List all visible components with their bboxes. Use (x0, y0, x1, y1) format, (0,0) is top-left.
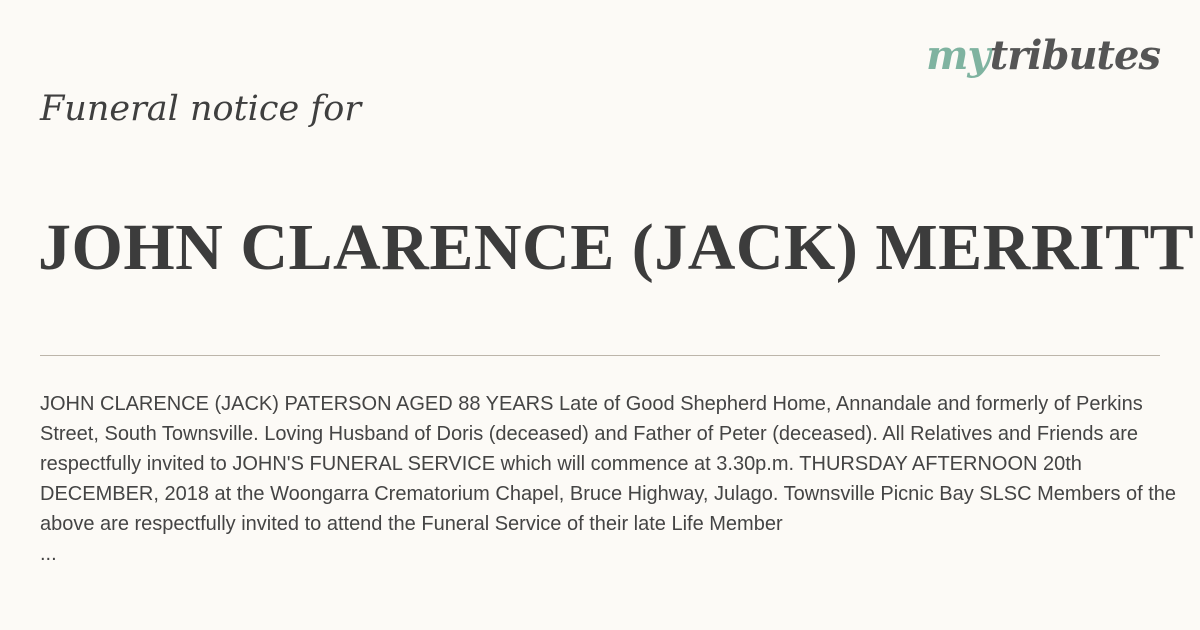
divider (40, 355, 1160, 356)
mytributes-logo[interactable] (926, 32, 1160, 79)
notice-text: JOHN CLARENCE (JACK) PATERSON AGED 88 YEARS Late of Good Shepherd Home, Annandale and formerly of Perkins Street, South Townsville. Loving Husband of Doris (deceased) and Father of Peter (deceased). All Relatives and Friends are respectfully invited to JOHN'S FUNERAL SERVICE which will commence at 3.30p.m. THURSDAY AFTERNOON 20th DECEMBER, 2018 at the Woongarra Crematorium Chapel, Bruce Highway, Julago. Townsville Picnic Bay SLSC Members of the above are respectfully invited to attend the Funeral Service of their late Life Member (40, 393, 1177, 535)
page-subtitle: Funeral notice for (40, 89, 362, 129)
logo-my: my (926, 32, 990, 79)
deceased-name: JOHN CLARENCE (JACK) MERRITT (38, 211, 1195, 284)
notice-ellipsis: ... (40, 543, 57, 565)
logo-tributes: tributes (989, 32, 1160, 79)
notice-body (40, 389, 1190, 569)
